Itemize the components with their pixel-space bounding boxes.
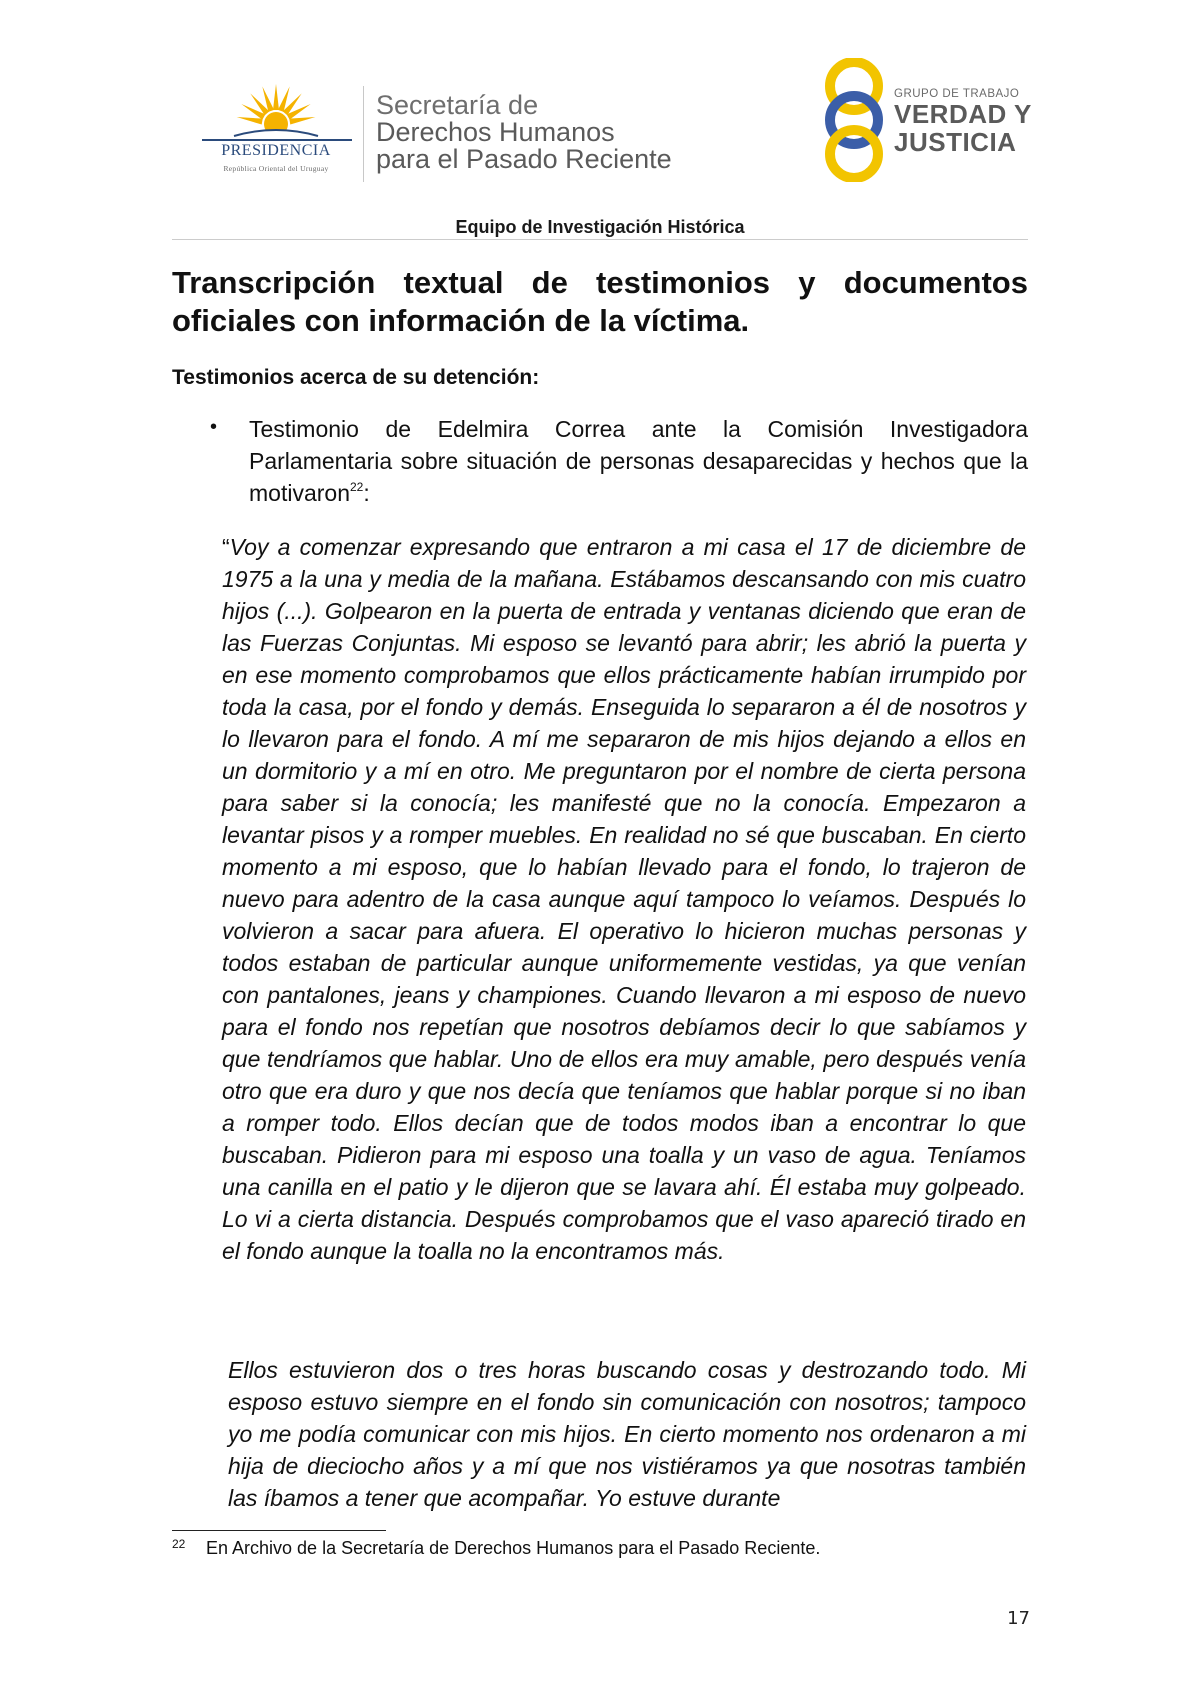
section-subtitle: Testimonios acerca de su detención: <box>172 366 540 389</box>
footnote-reference: 22 <box>349 480 364 494</box>
secretaria-logo-text <box>376 92 672 173</box>
header-rule <box>172 239 1028 240</box>
grupo-line-2: VERDAD Y <box>894 99 1032 129</box>
logo-divider <box>363 86 364 182</box>
presidencia-name: PRESIDENCIA <box>221 142 331 159</box>
quote-paragraph-2: Ellos estuvieron dos o tres horas buscando cosas y destrozando todo. Mi esposo estuvo siempre en el fondo sin comunicación con nosotros; tampoco yo me podía comunicar con mis hijos. En cierto momento nos ordenaron a mi hija de dieciocho años y a mí que nos vistiéramos ya que nosotras también las íbamos a tener que acompañar. Yo estuve durante <box>228 1357 1026 1511</box>
footnote-rule <box>172 1530 386 1531</box>
page-header <box>0 0 1191 200</box>
secretaria-line-2: Derechos Humanos <box>376 117 615 147</box>
presidencia-subtitle: República Oriental del Uruguay <box>223 164 329 173</box>
page-title: Transcripción textual de testimonios y documentos oficiales con información de la víctima. <box>172 265 1028 338</box>
bullet-item-suffix: : <box>363 480 370 506</box>
page-number: 17 <box>1007 1608 1030 1629</box>
grupo-trabajo-text <box>894 88 1032 156</box>
quote-paragraph-1-text: Voy a comenzar expresando que entraron a mi casa el 17 de diciembre de 1975 a la una y media de la mañana. Estábamos descansando con mis cuatro hijos (...). Golpearon en la puerta de entrada y ventanas diciendo que eran de las Fuerzas Conjuntas. Mi esposo se levantó para abrir; les abrió la puerta y en ese momento comprobamos que ellos prácticamente habían irrumpido por toda la casa, por el fondo y demás. Enseguida lo separaron a él de nosotros y lo llevaron para el fondo. A mí me separaron de mis hijos dejando a ellos en un dormitorio y a mí en otro. Me preguntaron por el nombre de cierta persona para saber si la conocía; les manifesté que no la conocía. Empezaron a levantar pisos y a romper muebles. En realidad no sé que buscaban. En cierto momento a mi esposo, que lo habían llevado para el fondo, lo trajeron de nuevo para adentro de la casa aunque aquí tampoco lo veíamos. Después lo volvieron a sacar para afuera. El operativo lo hicieron muchas personas y todos estaban de particular aunque uniformemente vestidas, ya que venían con pantalones, jeans y championes. Cuando llevaron a mi esposo de nuevo para el fondo nos repetían que nosotros debíamos decir lo que sabíamos y que tendríamos que hablar. Uno de ellos era muy amable, pero después venía otro que era duro y que nos decía que teníamos que hablar porque si no iban a romper todo. Ellos decían que de todos modos iban a encontrar lo que buscaban. Pidieron para mi esposo una toalla y un vaso de agua. Teníamos una canilla en el patio y le dijeron que se lavara ahí. Él estaba muy golpeado. Lo vi a cierta distancia. Después comprobamos que el vaso apareció tirado en el fondo aunque la toalla no la encontramos más. <box>222 534 1026 1264</box>
presidencia-logo <box>196 84 356 184</box>
quote-open-mark: “ <box>222 534 230 560</box>
footnote-text: En Archivo de la Secretaría de Derechos Humanos para el Pasado Reciente. <box>206 1538 821 1558</box>
grupo-line-1: GRUPO DE TRABAJO <box>894 88 1020 100</box>
secretaria-line-1: Secretaría de <box>376 90 539 120</box>
footnote-number: 22 <box>172 1537 186 1551</box>
quote-paragraph-1 <box>222 531 1026 1267</box>
presidencia-rule <box>202 139 352 141</box>
bullet-item-text: Testimonio de Edelmira Correa ante la Comisión Investigadora Parlamentaria sobre situación de personas desaparecidas y hechos que la motivaron <box>249 416 1028 506</box>
bullet-icon: • <box>210 416 218 438</box>
grupo-line-3: JUSTICIA <box>894 127 1017 157</box>
bullet-item <box>249 413 1028 509</box>
sun-emblem-icon <box>230 84 322 142</box>
secretaria-line-3: para el Pasado Reciente <box>376 144 672 174</box>
team-heading: Equipo de Investigación Histórica <box>455 217 745 237</box>
chain-links-icon <box>820 58 890 182</box>
